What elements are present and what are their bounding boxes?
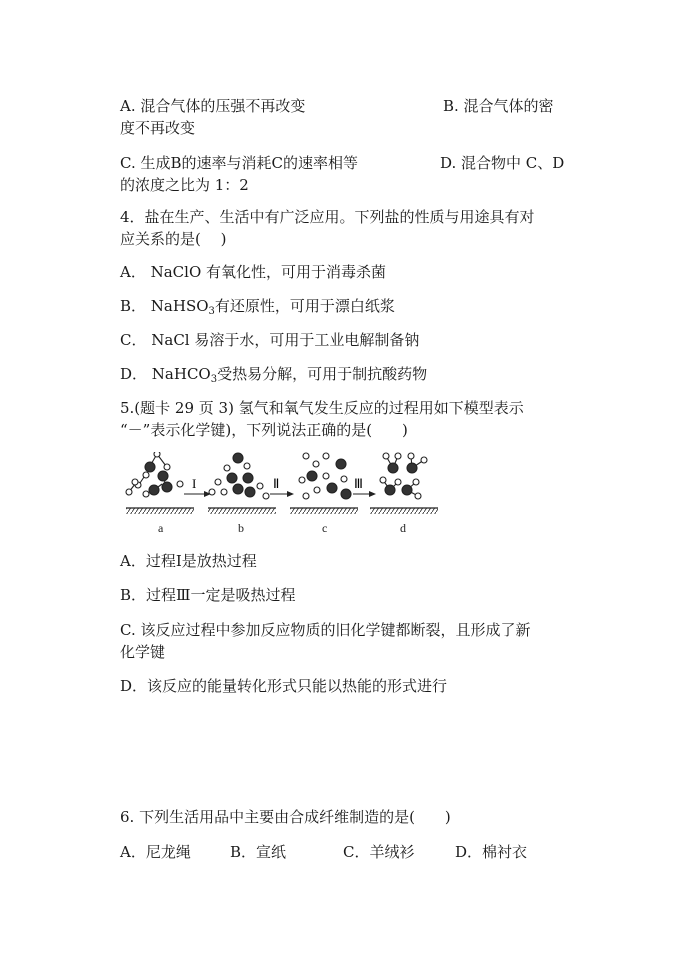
arrow-label-3: Ⅲ: [354, 476, 363, 491]
q5-option-c: C. 该反应过程中参加反应物质的旧化学键都断裂，且形成了新: [120, 621, 531, 639]
q5-option-a: A．过程Ⅰ是放热过程: [120, 552, 257, 570]
q3-option-a: A. 混合气体的压强不再改变: [120, 97, 306, 115]
stage-d-water-molecules: [380, 453, 427, 499]
q3-option-b: B. 混合气体的密: [443, 97, 554, 115]
q4-option-b-post: 有还原性，可用于漂白纸浆: [214, 297, 395, 315]
q6-option-d: D．棉衬衣: [455, 843, 528, 861]
stage-a-molecules: [126, 452, 183, 497]
q3-option-d: D. 混合物中 C、D: [440, 154, 565, 172]
q4-stem-cont: 应关系的是( ): [120, 230, 227, 248]
q5-stem-cont: “－”表示化学键)，下列说法正确的是( ): [120, 421, 408, 439]
q4-option-a: A． NaClO 有氧化性，可用于消毒杀菌: [120, 263, 387, 281]
q4-option-b: [120, 295, 395, 317]
q4-option-d-post: 受热易分解，可用于制抗酸药物: [217, 365, 428, 383]
stage-c-atoms: [299, 453, 351, 499]
stage-label-d: d: [400, 521, 406, 535]
arrow-label-2: Ⅱ: [273, 476, 280, 491]
stage-label-c: c: [322, 521, 328, 535]
reaction-model-diagram: [120, 452, 560, 544]
q4-option-d: [120, 363, 427, 385]
q4-option-d-sub: 3: [210, 374, 218, 385]
arrow-label-1: I: [192, 476, 197, 491]
q3-option-b-cont: 度不再改变: [120, 119, 196, 137]
q6-option-b: B．宣纸: [230, 843, 287, 861]
stage-b-atoms: [209, 453, 269, 499]
q5-stem: 5.(题卡 29 页 3) 氢气和氧气发生反应的过程用如下模型表示: [120, 399, 524, 417]
q5-option-d: D．该反应的能量转化形式只能以热能的形式进行: [120, 677, 448, 695]
q6-option-a: A．尼龙绳: [120, 843, 191, 861]
stage-label-a: a: [158, 521, 164, 535]
stage-label-b: b: [238, 521, 244, 535]
q3-option-d-cont: 的浓度之比为 1：2: [120, 176, 249, 194]
q4-option-d-pre: D． NaHCO: [120, 365, 211, 383]
q3-option-c: C. 生成B的速率与消耗C的速率相等: [120, 154, 358, 172]
q4-option-b-sub: 3: [208, 306, 215, 317]
q4-stem: 4．盐在生产、生活中有广泛应用。下列盐的性质与用途具有对: [120, 208, 535, 226]
q4-option-b-pre: B． NaHSO: [120, 297, 209, 315]
q6-stem: 6. 下列生活用品中主要由合成纤维制造的是( ): [120, 808, 451, 826]
q6-option-c: C．羊绒衫: [343, 843, 415, 861]
q4-option-c: C． NaCl 易溶于水，可用于工业电解制备钠: [120, 331, 420, 349]
q5-option-c-cont: 化学键: [120, 643, 166, 661]
q5-option-b: B．过程Ⅲ一定是吸热过程: [120, 586, 296, 604]
